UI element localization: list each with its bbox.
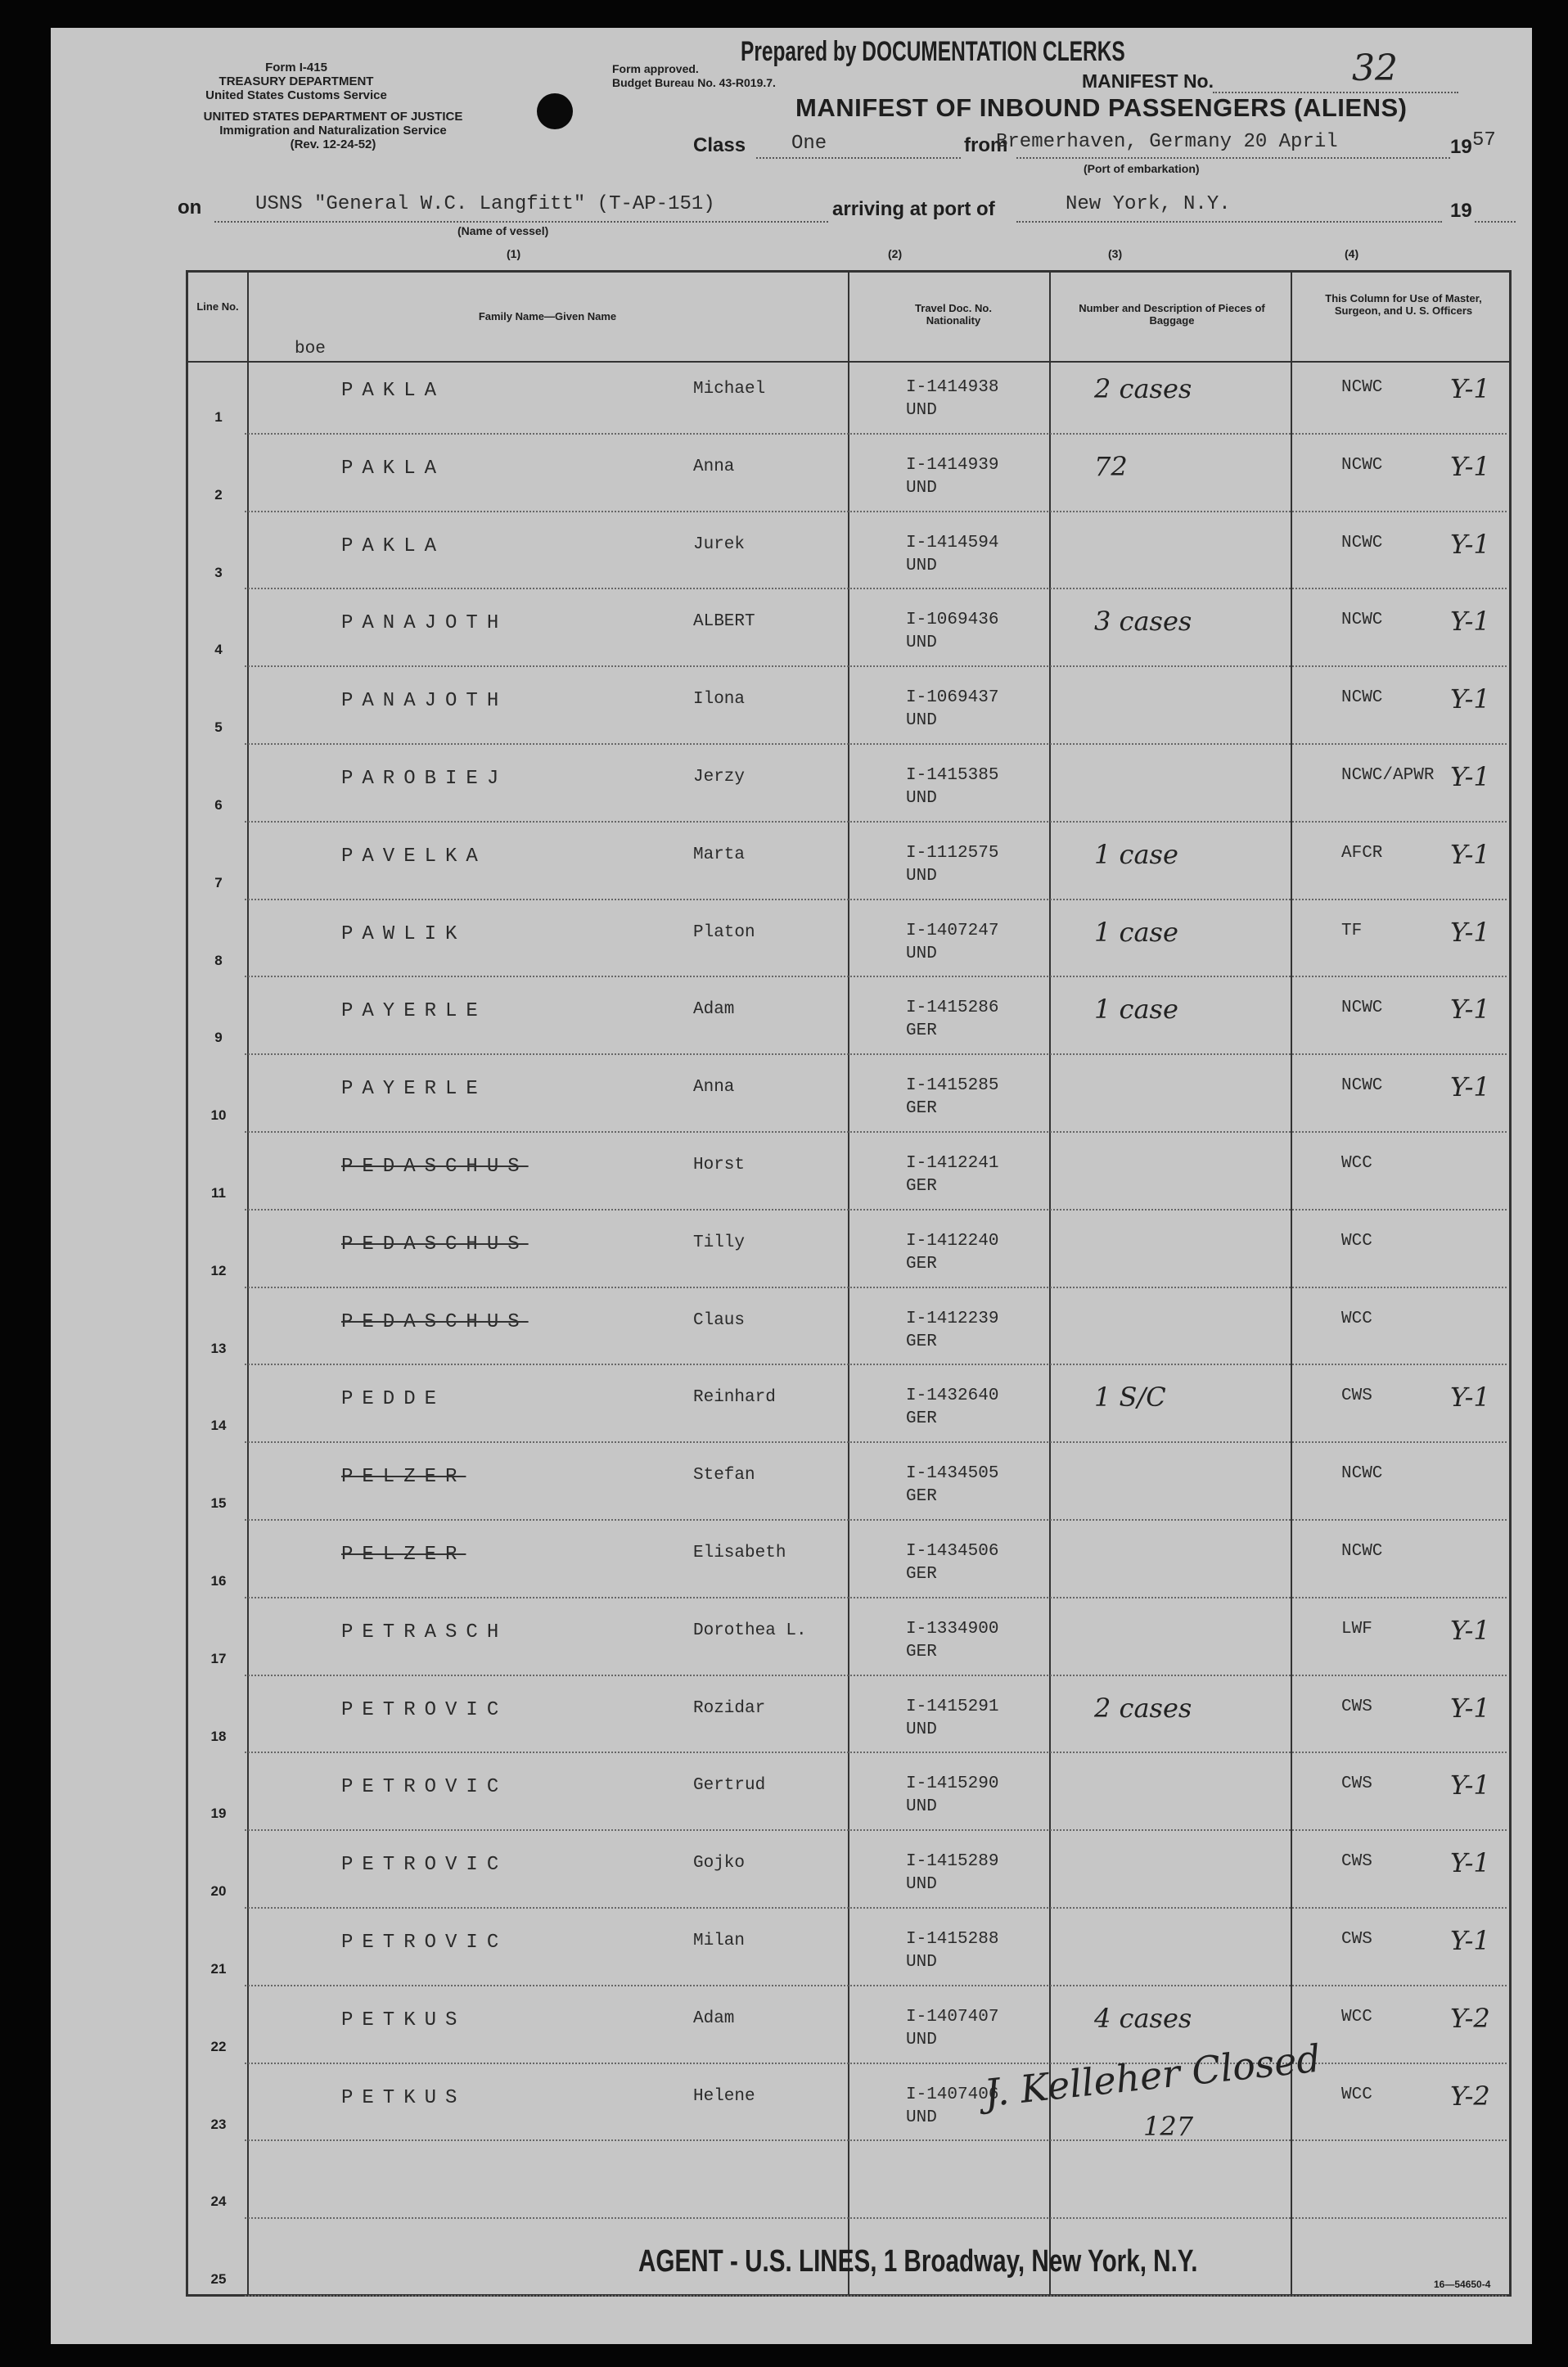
travel-doc-no: I-1069436 [906, 611, 999, 630]
form-number: Form I-415 [265, 61, 327, 74]
agency-code: CWS [1341, 1774, 1372, 1794]
nationality: UND [906, 556, 937, 575]
col-header-name: Family Name—Given Name [478, 310, 617, 322]
row-rule [245, 1364, 1507, 1365]
family-name: PAYERLE [341, 1000, 487, 1023]
col-num-3: (3) [1108, 247, 1123, 260]
baggage-description: 1 case [1094, 916, 1178, 948]
table-row [186, 1678, 1512, 1756]
row-rule [245, 821, 1507, 823]
form-approved-text: Form approved. [612, 62, 699, 75]
line-number: 7 [214, 874, 223, 890]
family-name: PAVELKA [341, 845, 487, 868]
given-name: Elisabeth [693, 1544, 786, 1562]
row-rule [245, 1287, 1507, 1288]
agency-code: NCWC [1341, 999, 1383, 1018]
agency-code: NCWC [1341, 1076, 1383, 1096]
officer-mark: Y-1 [1450, 528, 1490, 560]
line-number: 1 [214, 409, 223, 425]
row-rule [245, 1131, 1507, 1133]
travel-doc-no: I-1415289 [906, 1852, 999, 1872]
baggage-description: 1 S/C [1094, 1382, 1166, 1413]
family-name: PETROVIC [341, 1776, 508, 1799]
given-name: Gojko [693, 1854, 746, 1873]
travel-doc-no: I-1407407 [906, 2007, 999, 2027]
given-name: Adam [693, 1000, 735, 1020]
nationality: UND [906, 1797, 937, 1817]
family-name: PETROVIC [341, 1932, 508, 1954]
signature-number: 127 [1143, 2111, 1194, 2142]
vessel-caption: (Name of vessel) [457, 224, 549, 237]
dept-justice-sub: Immigration and Naturalization Service [219, 124, 447, 138]
row-rule [245, 1209, 1507, 1211]
family-name: PELZER [341, 1466, 466, 1489]
officer-mark: Y-1 [1450, 373, 1490, 404]
embarkation-port: Bremerhaven, Germany 20 April [996, 131, 1338, 153]
travel-doc-no: I-1415291 [906, 1697, 999, 1716]
agency-code: WCC [1341, 1231, 1372, 1251]
agency-code: WCC [1341, 1309, 1372, 1328]
line-number: 12 [210, 1262, 227, 1278]
nationality: UND [906, 711, 937, 731]
officer-mark: Y-1 [1450, 916, 1490, 948]
travel-doc-no: I-1415288 [906, 1930, 999, 1949]
row-rule [245, 1519, 1507, 1521]
nationality: UND [906, 1953, 937, 1972]
officer-mark: Y-1 [1450, 606, 1490, 638]
nationality: UND [906, 789, 937, 808]
nationality: GER [906, 1642, 937, 1661]
table-row [186, 979, 1512, 1057]
officer-mark: Y-1 [1450, 1071, 1490, 1103]
given-name: Marta [693, 845, 746, 864]
baggage-description: 4 cases [1094, 2002, 1192, 2034]
given-name: ALBERT [693, 612, 755, 632]
officer-mark: Y-1 [1450, 1847, 1490, 1879]
nationality: GER [906, 1099, 937, 1119]
table-row [186, 436, 1512, 514]
class-value: One [791, 133, 827, 155]
row-rule [245, 1675, 1507, 1676]
family-name: PAKLA [341, 457, 446, 480]
line-number: 2 [214, 486, 223, 503]
dept-justice: UNITED STATES DEPARTMENT OF JUSTICE [203, 110, 463, 124]
family-name: PELZER [341, 1544, 466, 1566]
nationality: GER [906, 1487, 937, 1507]
row-rule [245, 1053, 1507, 1055]
nationality: GER [906, 1409, 937, 1429]
col-num-4: (4) [1345, 247, 1359, 260]
table-row [186, 1134, 1512, 1212]
agency-code: NCWC [1341, 611, 1383, 630]
agency-code: WCC [1341, 2007, 1372, 2027]
agency-code: NCWC [1341, 688, 1383, 708]
dept-treasury: TREASURY DEPARTMENT [219, 74, 374, 88]
travel-doc-no: I-1434505 [906, 1464, 999, 1484]
officer-mark: Y-1 [1450, 1382, 1490, 1413]
table-row [186, 824, 1512, 902]
line-number: 22 [210, 2038, 227, 2054]
given-name: Ilona [693, 690, 746, 710]
table-row [186, 1290, 1512, 1368]
row-rule [245, 1597, 1507, 1598]
nationality: UND [906, 944, 937, 963]
manifest-sheet [51, 28, 1532, 2344]
line-number: 13 [210, 1340, 227, 1356]
class-label: Class [693, 134, 746, 156]
col-num-2: (2) [888, 247, 903, 260]
line-number: 8 [214, 952, 223, 968]
row-rule [245, 743, 1507, 745]
from-label: from [964, 134, 1008, 156]
row-rule [245, 2217, 1507, 2219]
table-row [186, 1600, 1512, 1678]
row-rule [245, 588, 1507, 589]
travel-doc-no: I-1414938 [906, 378, 999, 397]
baggage-description: 1 case [1094, 994, 1178, 1026]
family-name: PEDDE [341, 1388, 446, 1411]
officer-mark: Y-1 [1450, 1614, 1490, 1646]
table-row [186, 1367, 1512, 1445]
baggage-description: 3 cases [1094, 606, 1192, 638]
on-label: on [178, 196, 202, 219]
family-name: PANAJOTH [341, 690, 508, 713]
family-name: PETKUS [341, 2009, 466, 2031]
officer-mark: Y-1 [1450, 761, 1490, 792]
prepared-stamp: Prepared by DOCUMENTATION CLERKS [741, 36, 1125, 67]
manifest-number: 32 [1352, 47, 1398, 89]
agency-code: NCWC [1341, 1464, 1383, 1484]
given-name: Platon [693, 922, 755, 942]
travel-doc-no: I-1415285 [906, 1076, 999, 1096]
form-header-treasury [173, 61, 419, 102]
given-name: Stefan [693, 1466, 755, 1486]
line-number: 19 [210, 1806, 227, 1822]
line-number: 15 [210, 1495, 227, 1512]
arrival-year-line [1475, 221, 1516, 223]
given-name: Adam [693, 2009, 735, 2028]
line-number: 10 [210, 1107, 227, 1124]
travel-doc-no: I-1069437 [906, 688, 999, 708]
vessel-line [214, 221, 828, 223]
nationality: GER [906, 1254, 937, 1274]
given-name: Anna [693, 457, 735, 476]
line-number: 17 [210, 1650, 227, 1666]
agency-code: NCWC [1341, 533, 1383, 552]
given-name: Michael [693, 380, 766, 399]
family-name: PAKLA [341, 534, 446, 557]
line-number: 18 [210, 1728, 227, 1744]
family-name: PANAJOTH [341, 612, 508, 635]
given-name: Reinhard [693, 1388, 776, 1408]
table-row [186, 358, 1512, 436]
travel-doc-no: I-1415290 [906, 1774, 999, 1794]
line-number: 20 [210, 1883, 227, 1900]
col-header-officers: This Column for Use of Master, Surgeon, and U. S. Officers [1325, 292, 1482, 317]
table-row [186, 902, 1512, 980]
agency-code: NCWC/APWR [1341, 766, 1435, 785]
row-rule [245, 1752, 1507, 1753]
col-header-baggage: Number and Description of Pieces of Baggage [1079, 302, 1265, 327]
officer-mark: Y-1 [1450, 994, 1490, 1026]
line-number: 23 [210, 2116, 227, 2132]
table-row [186, 1755, 1512, 1833]
signature: J. Kelleher Closed [982, 2036, 1323, 2116]
travel-doc-no: I-1334900 [906, 1619, 999, 1639]
family-name: PAWLIK [341, 922, 466, 945]
row-rule [245, 665, 1507, 667]
baggage-description: 1 case [1094, 838, 1178, 870]
col-header-doc: Travel Doc. No. Nationality [915, 302, 992, 327]
agency-code: NCWC [1341, 378, 1383, 397]
nationality: UND [906, 2108, 937, 2127]
row-rule [245, 1829, 1507, 1831]
travel-doc-no: I-1112575 [906, 843, 999, 863]
baggage-description: 72 [1094, 450, 1128, 482]
nationality: UND [906, 866, 937, 886]
nationality: GER [906, 1177, 937, 1196]
family-name: PETROVIC [341, 1698, 508, 1721]
agent-footer: AGENT - U.S. LINES, 1 Broadway, New York, N.Y. [638, 2244, 1198, 2279]
nationality: UND [906, 401, 937, 420]
arrival-year-prefix: 19 [1450, 200, 1472, 222]
agency-code: WCC [1341, 1154, 1372, 1173]
family-name: PEDASCHUS [341, 1233, 529, 1256]
vessel-name: USNS "General W.C. Langfitt" (T-AP-151) [255, 193, 715, 215]
baggage-description: 2 cases [1094, 373, 1192, 404]
agency-code: WCC [1341, 2085, 1372, 2104]
agency-code: CWS [1341, 1386, 1372, 1406]
officer-mark: Y-1 [1450, 1770, 1490, 1801]
row-rule [245, 511, 1507, 512]
table-row [186, 1445, 1512, 1522]
punch-hole [537, 93, 573, 129]
officer-mark: Y-1 [1450, 1692, 1490, 1724]
given-name: Horst [693, 1156, 746, 1174]
family-name: PETRASCH [341, 1621, 508, 1643]
officer-mark: Y-1 [1450, 838, 1490, 870]
nationality: GER [906, 1021, 937, 1041]
row-rule [245, 2139, 1507, 2141]
col-num-1: (1) [507, 247, 521, 260]
col-header-line: Line No. [196, 300, 239, 313]
officer-mark: Y-1 [1450, 450, 1490, 482]
header-note: boe [295, 340, 326, 358]
arrival-port: New York, N.Y. [1066, 193, 1231, 215]
given-name: Rozidar [693, 1698, 766, 1718]
form-revision: (Rev. 12-24-52) [290, 138, 376, 151]
family-name: PAKLA [341, 380, 446, 402]
table-row [186, 1522, 1512, 1600]
agency-code: AFCR [1341, 843, 1383, 863]
travel-doc-no: I-1432640 [906, 1386, 999, 1406]
travel-doc-no: I-1415385 [906, 766, 999, 785]
manifest-title: MANIFEST OF INBOUND PASSENGERS (ALIENS) [795, 93, 1408, 122]
table-row [186, 514, 1512, 592]
agency-code: CWS [1341, 1930, 1372, 1949]
family-name: PEDASCHUS [341, 1310, 529, 1333]
travel-doc-no: I-1415286 [906, 999, 999, 1018]
travel-doc-no: I-1407247 [906, 921, 999, 940]
nationality: UND [906, 1875, 937, 1895]
travel-doc-no: I-1414594 [906, 533, 999, 552]
year-prefix: 19 [1450, 136, 1472, 158]
line-number: 14 [210, 1418, 227, 1434]
family-name: PEDASCHUS [341, 1156, 529, 1178]
arrival-line [1016, 221, 1442, 223]
given-name: Helene [693, 2086, 755, 2106]
agency-code: CWS [1341, 1697, 1372, 1716]
travel-doc-no: I-1412239 [906, 1309, 999, 1328]
agency-code: NCWC [1341, 455, 1383, 475]
nationality: UND [906, 633, 937, 653]
line-number: 9 [214, 1030, 223, 1046]
family-name: PETROVIC [341, 1854, 508, 1877]
nationality: UND [906, 2030, 937, 2049]
travel-doc-no: I-1407406 [906, 2085, 999, 2104]
table-row [186, 669, 1512, 746]
agency-code: CWS [1341, 1852, 1372, 1872]
family-name: PAYERLE [341, 1078, 487, 1101]
port-caption: (Port of embarkation) [1084, 162, 1200, 175]
line-number: 5 [214, 719, 223, 736]
baggage-description: 2 cases [1094, 1692, 1192, 1724]
row-rule [245, 1985, 1507, 1986]
year-value: 57 [1472, 129, 1496, 151]
form-header-justice [173, 110, 493, 151]
agency-code: TF [1341, 921, 1363, 940]
line-number: 3 [214, 564, 223, 580]
print-code: 16—54650-4 [1434, 2279, 1491, 2290]
manifest-no-label: MANIFEST No. [1082, 70, 1214, 92]
line-number: 4 [214, 642, 223, 658]
agency-code: LWF [1341, 1619, 1372, 1639]
given-name: Anna [693, 1078, 735, 1098]
officer-mark: Y-1 [1450, 683, 1490, 715]
given-name: Jerzy [693, 768, 746, 787]
nationality: UND [906, 478, 937, 498]
row-rule [245, 899, 1507, 900]
nationality: GER [906, 1332, 937, 1351]
given-name: Dorothea L. [693, 1621, 807, 1640]
nationality: GER [906, 1565, 937, 1584]
line-number: 16 [210, 1573, 227, 1589]
family-name: PAROBIEJ [341, 768, 508, 790]
line-number: 11 [211, 1185, 226, 1201]
row-rule [245, 1907, 1507, 1909]
from-line [1016, 157, 1450, 159]
given-name: Gertrud [693, 1776, 766, 1796]
officer-mark: Y-2 [1450, 2080, 1490, 2112]
table-row [186, 1212, 1512, 1290]
line-number: 24 [210, 2193, 227, 2210]
travel-doc-no: I-1412241 [906, 1154, 999, 1173]
line-number: 6 [214, 797, 223, 813]
line-number: 21 [210, 1961, 227, 1977]
travel-doc-no: I-1412240 [906, 1231, 999, 1251]
table-row [186, 1833, 1512, 1910]
travel-doc-no: I-1434506 [906, 1542, 999, 1561]
class-line [756, 157, 961, 159]
given-name: Tilly [693, 1233, 746, 1252]
officer-mark: Y-2 [1450, 2002, 1490, 2034]
row-rule [245, 1441, 1507, 1443]
agency-code: NCWC [1341, 1542, 1383, 1561]
given-name: Milan [693, 1932, 746, 1950]
officer-mark: Y-1 [1450, 1925, 1490, 1956]
line-number: 25 [210, 2271, 227, 2288]
arriving-label: arriving at port of [832, 198, 995, 220]
row-rule [245, 976, 1507, 977]
budget-bureau-no: Budget Bureau No. 43-R019.7. [612, 76, 776, 89]
travel-doc-no: I-1414939 [906, 455, 999, 475]
table-row [186, 746, 1512, 824]
given-name: Claus [693, 1310, 746, 1330]
table-row [186, 1057, 1512, 1134]
dept-treasury-sub: United States Customs Service [205, 88, 387, 102]
row-rule [245, 2295, 1507, 2297]
given-name: Jurek [693, 534, 746, 554]
table-row [186, 591, 1512, 669]
table-row [186, 2143, 1512, 2220]
family-name: PETKUS [341, 2086, 466, 2109]
nationality: UND [906, 1720, 937, 1739]
row-rule [245, 433, 1507, 435]
table-row [186, 1910, 1512, 1988]
